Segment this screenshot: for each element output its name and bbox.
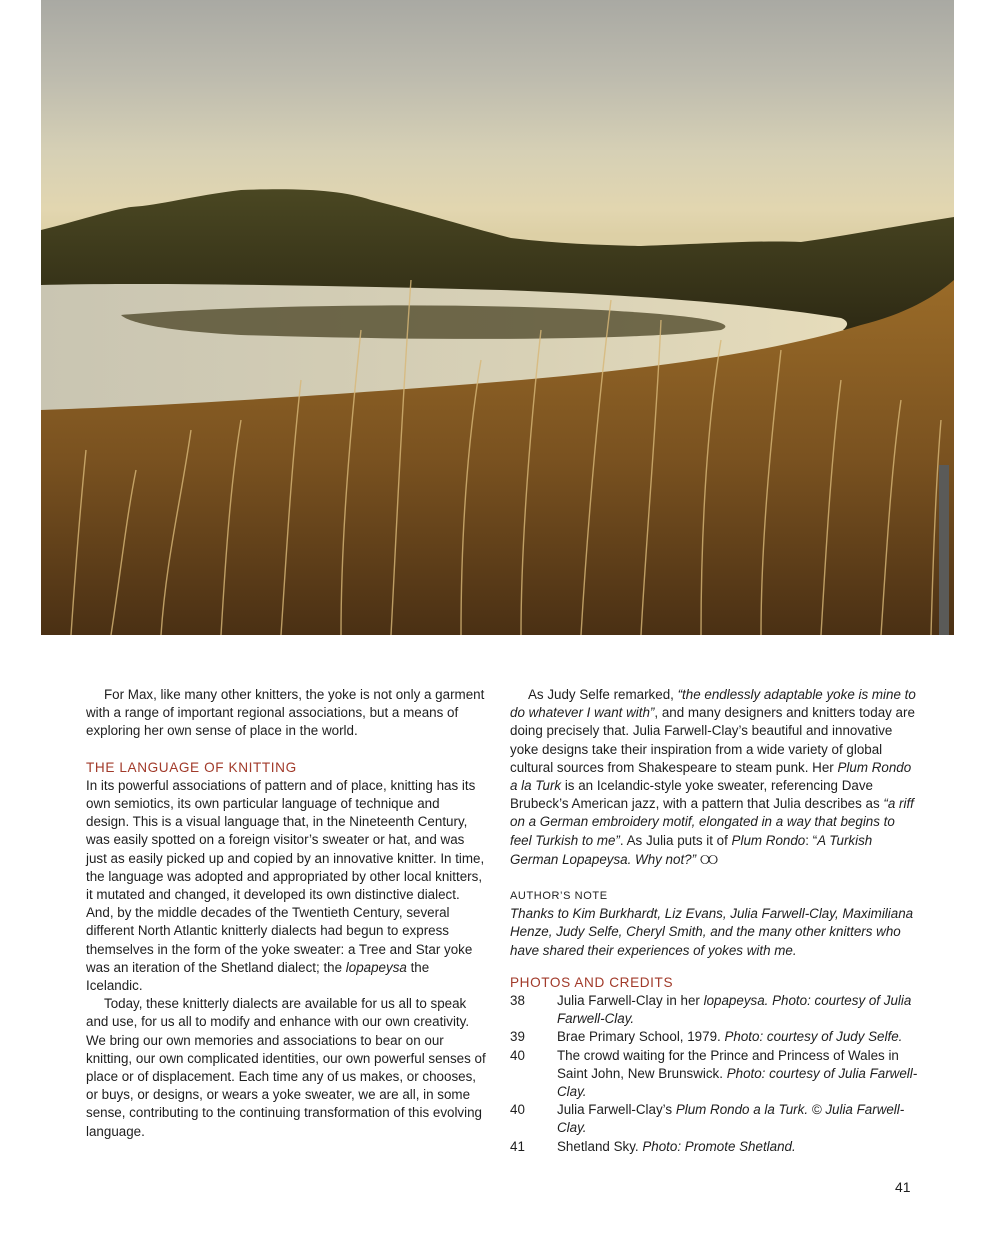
- landscape-illustration: [41, 0, 954, 635]
- credit-item: [510, 1047, 918, 1102]
- intro-paragraph: For Max, like many other knitters, the yoke is not only a garment with a range of important regional associations, but a means of exploring her own sense of place in the world.: [86, 687, 485, 739]
- page-number: 41: [895, 1179, 911, 1195]
- pattern-title: Plum Rondo: [731, 832, 806, 848]
- author-note-heading: AUTHOR’S NOTE: [510, 890, 608, 903]
- credit-item: [510, 1101, 918, 1137]
- credit-source: Plum Rondo a la Turk. © Julia Farwell-Clay.: [557, 1102, 905, 1136]
- quote: A Turkish German Lopapeysa. Why not?”: [510, 832, 873, 867]
- right-column: [510, 686, 918, 1156]
- author-note-text: Thanks to Kim Burkhardt, Liz Evans, Julia Farwell-Clay, Maximiliana Henze, Judy Selfe, Cheryl Smith, and the many other knitters who have shared their experiences of yokes with me.: [510, 906, 914, 958]
- credit-page: 39: [510, 1029, 525, 1045]
- credit-source: Photo: Promote Shetland.: [642, 1138, 796, 1154]
- section-heading-credits: PHOTOS AND CREDITS: [510, 974, 674, 990]
- paragraph-emphasis: lopapeysa: [345, 959, 407, 975]
- paragraph-judy-selfe: [510, 686, 918, 869]
- end-mark-icon: ୦୦: [699, 850, 717, 867]
- credit-source: Photo: courtesy of Julia Farwell-Clay.: [557, 1065, 918, 1100]
- paragraph-today: Today, these knitterly dialects are available for us all to speak and use, for us all to modify and enhance with our own creativity. We bring our own memories and associations to bear on our knitting, our own complicated identities, our own powerful senses of place or of displacement. Each time any of us makes, or chooses, or buys, or designs, or wears a yoke sweater, we are all, in some sense, contributing to the continuing transformation of this evolving language.: [86, 996, 486, 1139]
- credit-text: Brae Primary School, 1979.: [557, 1029, 725, 1045]
- paragraph-text: . As Julia puts it of: [619, 832, 732, 848]
- credit-source: lopapeysa. Photo: courtesy of Julia Farwell-Clay.: [557, 993, 912, 1027]
- paragraph-text: : “: [805, 832, 818, 848]
- quote: “the endlessly adaptable yoke is mine to do whatever I want with”: [510, 687, 916, 721]
- paragraph-text: In its powerful associations of pattern and of place, knitting has its own semiotics, its own particular language of technique and design. This is a visual language that, in the Nineteenth Century, was easily spotted on a foreign visitor’s sweater or hat, and was just as easily picked up and copied by an innovative knitter. In time, the language was adopted and appropriated by other local knitters, it mutated and changed, it developed its own distinctive dialect. And, by the middle decades of the Twentieth Century, several different North Atlantic knitterly dialects had begun to express themselves in the form of the yoke sweater: a Tree and Star yoke was an iteration of the Shetland dialect; the: [86, 777, 485, 975]
- paragraph-text: , and many designers and knitters today are doing precisely that. Julia Farwell-Clay’s beautiful and innovative yoke designs take their inspiration from a wide variety of global cultural sources from Shakespeare to steam punk. Her: [510, 705, 915, 775]
- credit-text: Shetland Sky.: [557, 1138, 643, 1154]
- author-note: [510, 905, 918, 960]
- landscape-photo: [41, 0, 954, 635]
- credit-text: Julia Farwell-Clay’s: [557, 1102, 676, 1118]
- credit-page: 41: [510, 1138, 525, 1154]
- credit-page: 40: [510, 1102, 525, 1118]
- left-column: [86, 686, 486, 1141]
- credit-source: Photo: courtesy of Judy Selfe.: [724, 1029, 903, 1045]
- fence-post: [939, 465, 949, 635]
- credit-text: Julia Farwell-Clay in her: [557, 993, 704, 1009]
- credit-text: The crowd waiting for the Prince and Princess of Wales in Saint John, New Brunswick.: [557, 1047, 899, 1081]
- credit-item: [510, 1028, 918, 1046]
- paragraph-text: As Judy Selfe remarked,: [528, 687, 678, 702]
- credit-page: 40: [510, 1047, 525, 1063]
- credit-page: 38: [510, 993, 525, 1009]
- paragraph-language: [86, 777, 486, 995]
- pattern-title: Plum Rondo a la Turk: [510, 759, 912, 794]
- credit-item: [510, 992, 918, 1028]
- paragraph-text: the Icelandic.: [86, 959, 430, 994]
- credit-item: [510, 1138, 918, 1156]
- credits-list: [510, 992, 918, 1156]
- paragraph-text: is an Icelandic-style yoke sweater, referencing Dave Brubeck’s American jazz, with a pattern that Julia describes as: [510, 778, 884, 812]
- quote: “a riff on a German embroidery motif, elongated in a way that begins to feel Turkish to me”: [510, 796, 914, 848]
- section-heading-language: THE LANGUAGE OF KNITTING: [86, 759, 297, 775]
